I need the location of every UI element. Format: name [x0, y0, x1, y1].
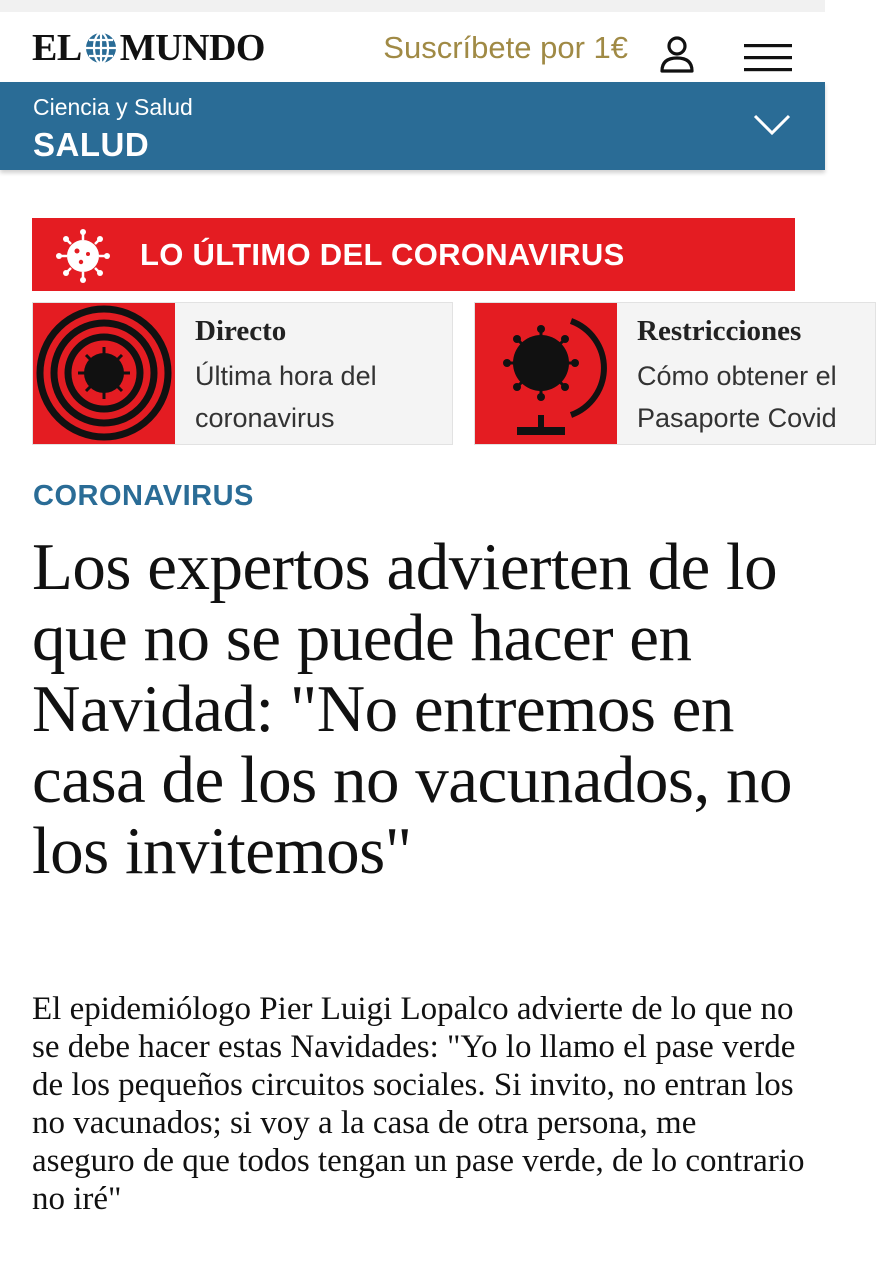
article-standfirst: El epidemiólogo Pier Luigi Lopalco advierte de lo que no se debe hacer estas Navidades: "Yo lo llamo el pase verde de los pequeños circuitos sociales. Si invito, no entran los no vacunados; si voy a la casa de otra persona, me aseguro de que todos tengan un pase verde, de lo contrario no iré" [32, 991, 805, 1217]
user-icon[interactable] [658, 34, 696, 74]
card-live-title-line2: coronavirus [195, 403, 335, 433]
card-restrictions-kicker: Restricciones [637, 315, 802, 347]
logo-text-right: MUNDO [119, 27, 265, 69]
card-live-title-line1: Última hora del [195, 361, 377, 391]
menu-icon[interactable] [744, 44, 792, 72]
site-logo[interactable] [32, 26, 265, 70]
article-headline: Los expertos advierten de lo que no se puede hacer en Navidad: "No entremos en casa de los no vacunados, no los invitemos" [32, 530, 793, 888]
live-cards [32, 302, 837, 445]
section-current[interactable]: SALUD [33, 126, 150, 163]
virus-icon [56, 229, 110, 283]
section-parent[interactable]: Ciencia y Salud [33, 94, 193, 120]
card-restrictions[interactable] [474, 302, 876, 445]
card-live[interactable] [32, 302, 453, 445]
card-restrictions-title-line1: Cómo obtener el [637, 361, 837, 391]
site-header [0, 12, 825, 82]
card-restrictions-title-line2: Pasaporte Covid [637, 403, 837, 433]
globe-icon [84, 31, 118, 65]
chevron-down-icon[interactable] [752, 112, 792, 138]
logo-text-left: EL [32, 27, 82, 69]
coronavirus-banner[interactable] [32, 218, 795, 291]
card-restrictions-thumbnail [475, 303, 617, 444]
card-live-kicker: Directo [195, 315, 287, 347]
coronavirus-banner-label: LO ÚLTIMO DEL CORONAVIRUS [140, 237, 625, 272]
section-bar[interactable] [0, 82, 825, 170]
subscribe-link[interactable]: Suscríbete por 1€ [383, 30, 628, 65]
card-live-thumbnail [33, 303, 175, 444]
article-tag[interactable]: CORONAVIRUS [33, 480, 254, 512]
top-strip [0, 0, 825, 12]
